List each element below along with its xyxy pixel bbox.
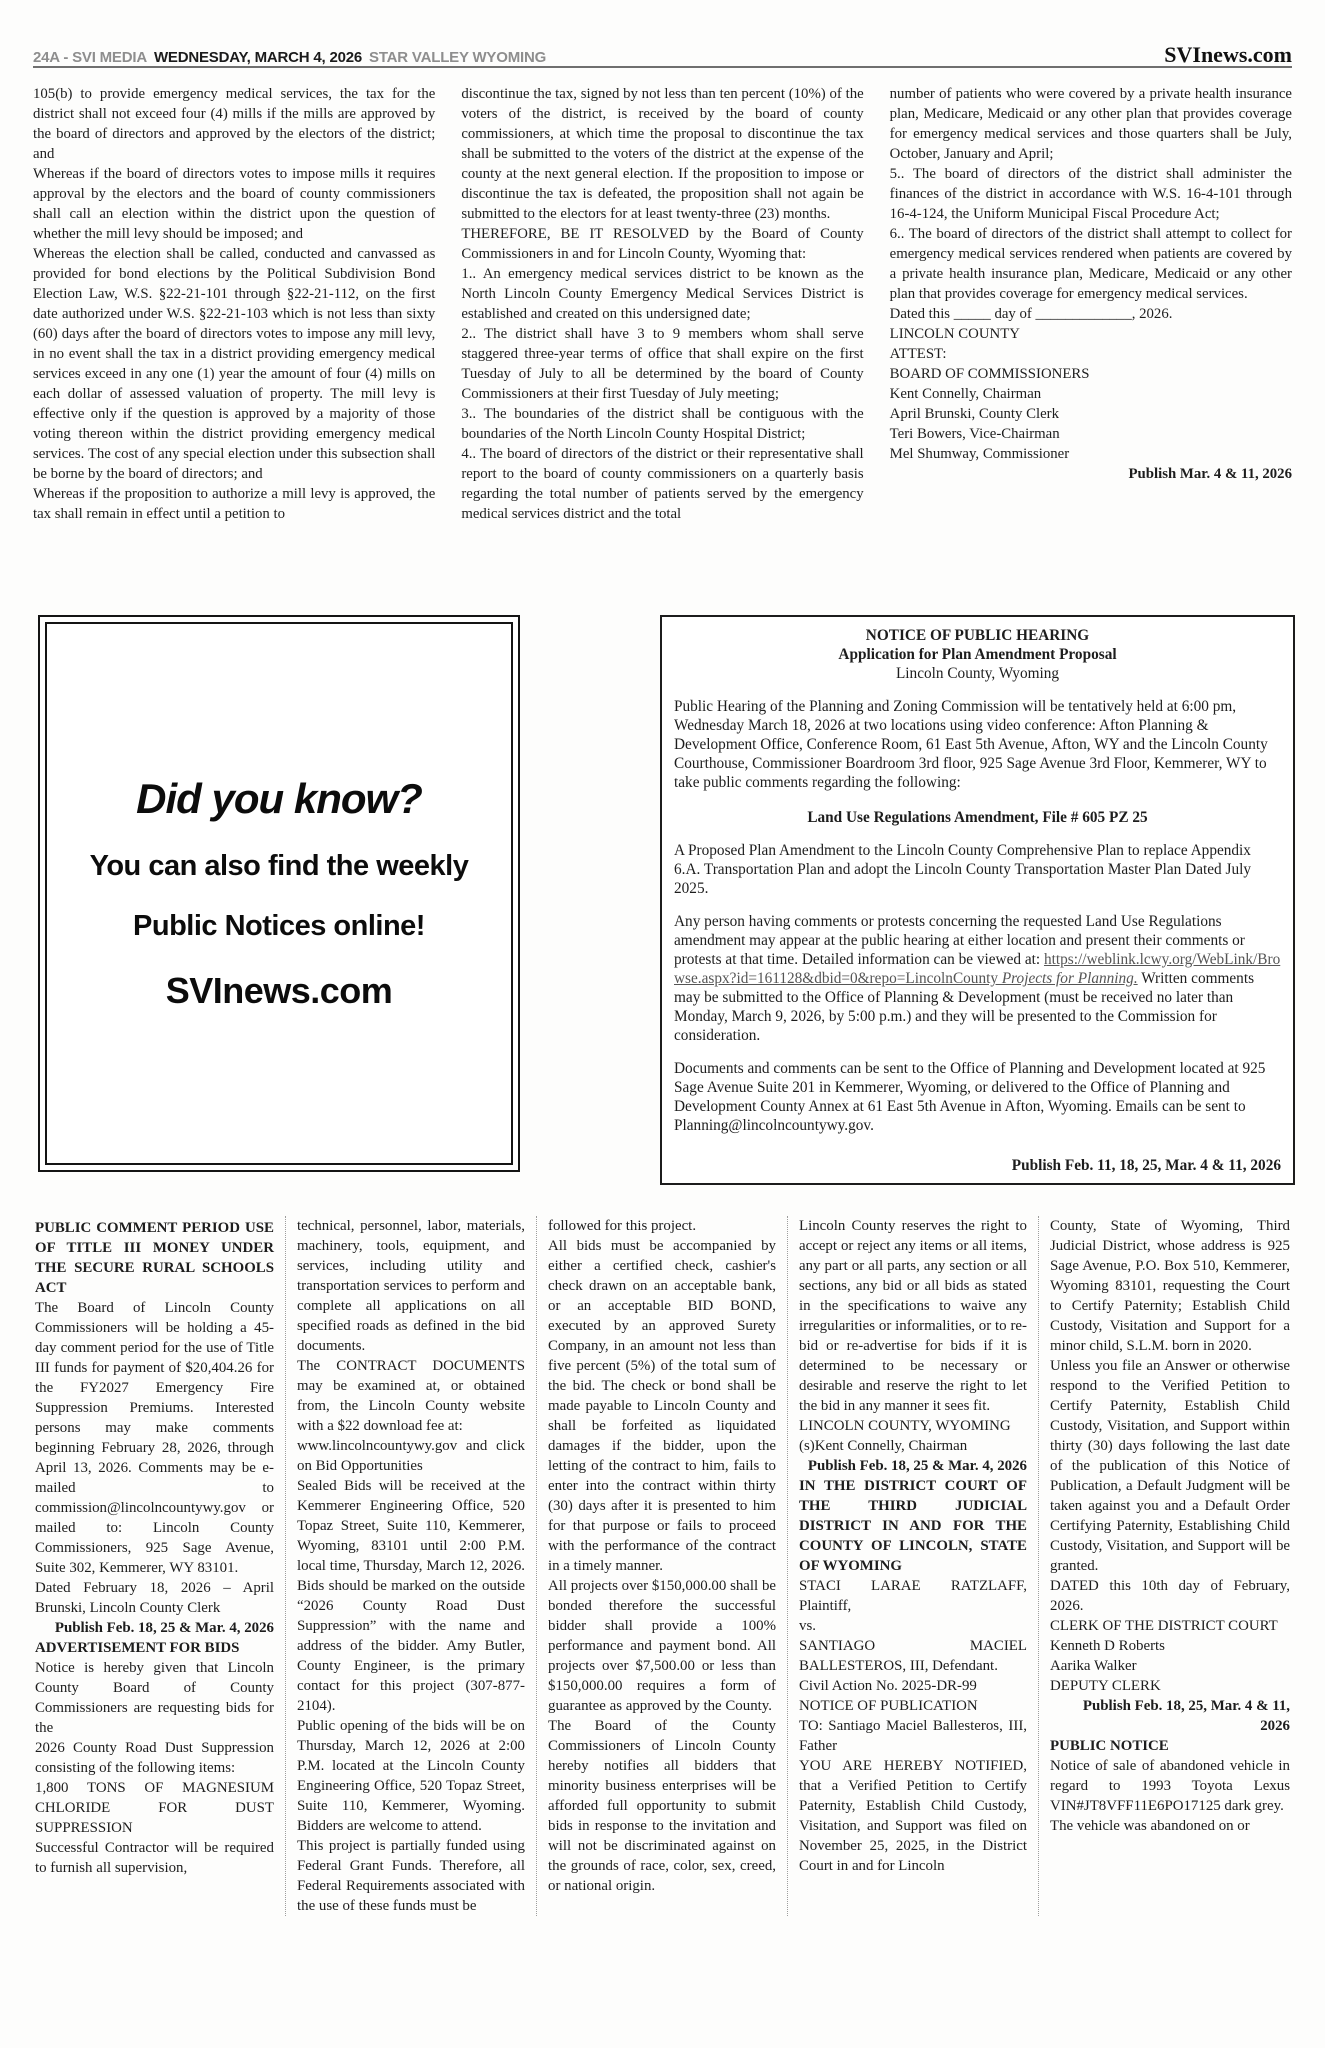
hearing-paragraph-rest: Written comments may be submitted to the Office of Planning & Development (must be received no later than Monday, March 9, 2026, by 5:00 p.m.) and they will be presented to the Commission for consideration. xyxy=(674,970,1255,1044)
public-hearing-notice-box xyxy=(660,615,1295,1185)
promo-box xyxy=(38,615,520,1172)
notice-column-4 xyxy=(788,1216,1039,1916)
legal-paragraph: NOTICE OF PUBLICATION xyxy=(799,1698,978,1714)
weblink-url-suffix: Projects for Planning. xyxy=(998,970,1138,987)
masthead xyxy=(33,42,1292,68)
legal-paragraph: YOU ARE HEREBY NOTIFIED, that a Verified Petition to Certify Paternity, Establish Child Custody, Visitation, and Support was filed on November 25, 2025, in the District Court in and for Lincoln xyxy=(799,1758,1027,1874)
legal-paragraph: Whereas if the board of directors votes to impose mills it requires approval by the electors and the board of county commissioners shall call an election within the district upon the question of whether the mill levy should be imposed; and xyxy=(33,166,436,242)
notice-column-5 xyxy=(1039,1216,1290,1916)
legal-paragraph: DATED this 10th day of February, 2026. xyxy=(1050,1578,1290,1614)
hearing-title: NOTICE OF PUBLIC HEARING xyxy=(865,627,1090,644)
weblink-url-link[interactable]: https://weblink.lcwy.org/WebLink/Browse.aspx?id=161128&dbid=0&repo=LincolnCounty xyxy=(674,951,1281,987)
resolution-column-3 xyxy=(890,84,1292,524)
legal-paragraph: All projects over $150,000.00 shall be bonded therefore the successful bidder shall provide a 100% performance and payment bond. All projects over $7,500.00 or less than $150,000.00 requires a form of guarantee as approved by the County. xyxy=(548,1578,776,1714)
legal-paragraph: The CONTRACT DOCUMENTS may be examined at, or obtained from, the Lincoln County website with a $22 download fee at: xyxy=(297,1358,525,1434)
hearing-county: Lincoln County, Wyoming xyxy=(895,665,1060,682)
hearing-subtitle: Application for Plan Amendment Proposal xyxy=(838,646,1117,663)
legal-paragraph: 1,800 TONS OF MAGNESIUM CHLORIDE FOR DUST SUPPRESSION xyxy=(35,1780,274,1836)
signature-line: LINCOLN COUNTY xyxy=(889,326,1020,342)
legal-paragraph: This project is partially funded using Federal Grant Funds. Therefore, all Federal Requirements associated with the use of these funds must be xyxy=(297,1838,525,1914)
hearing-paragraph: Documents and comments can be sent to the Office of Planning and Development located at 925 Sage Avenue Suite 201 in Kemmerer, Wyoming, or delivered to the Office of Planning and Development County Annex at 61 East 5th Avenue in Afton, Wyoming. Emails can be sent to Planning@lincolncountywy.gov. xyxy=(674,1060,1266,1134)
legal-paragraph: Whereas the election shall be called, conducted and canvassed as provided for bond elections by the Political Subdivision Bond Election Law, W.S. §22-21-101 through §22-21-112, on the first date authorized under W.S. §22-21-103 which is not less than sixty (60) days after the board of directors votes to impose any mill levy, in no event shall the tax in a district providing emergency medical services exceed in any one (1) year the amount of four (4) mills on each dollar of assessed valuation of property. The mill levy is effective only if the question is approved by a majority of those voting thereon within the district providing emergency medical services. The cost of any special election under this subsection shall be borne by the board of directors; and xyxy=(33,246,436,482)
legal-paragraph: discontinue the tax, signed by not less than ten percent (10%) of the voters of the district, is received by the board of county commissioners, at which time the proposal to discontinue the tax shall be submitted to the voters of the district at the expense of the county at the next general election. If the proposition to impose or discontinue the tax is defeated, the proposition shall not again be submitted to the electors for at least twenty-three (23) months. xyxy=(461,86,864,222)
legal-paragraph: 6.. The board of directors of the district shall attempt to collect for emergency medical services rendered when patients are covered by a private health insurance plan, Medicare, Medicaid or any other plan that provides coverage for emergency medical services. xyxy=(889,226,1292,302)
legal-paragraph: 1.. An emergency medical services district to be known as the North Lincoln County Emergency Medical Services District is established and created on this undersigned date; xyxy=(461,266,864,322)
legal-paragraph: TO: Santiago Maciel Ballesteros, III, Father xyxy=(799,1718,1027,1754)
legal-paragraph: The Board of the County Commissioners of Lincoln County hereby notifies all bidders that minority business enterprises will be afforded full opportunity to submit bids in response to the invitation and will not be discriminated against on the grounds of race, color, sex, creed, or national origin. xyxy=(548,1718,776,1894)
signature-line: Aarika Walker xyxy=(1050,1658,1137,1674)
notice-heading: PUBLIC NOTICE xyxy=(1050,1738,1169,1754)
promo-line: You can also find the weekly xyxy=(89,850,469,882)
hearing-paragraph: A Proposed Plan Amendment to the Lincoln County Comprehensive Plan to replace Appendix 6.A. Transportation Plan and adopt the Lincoln County Transportation Master Plan Dated July 2025. xyxy=(674,842,1251,897)
hearing-paragraph: Public Hearing of the Planning and Zoning Commission will be tentatively held at 6:00 pm, Wednesday March 18, 2026 at two locations using video conference: Afton Planning & Development Office, Conference Room, 61 East 5th Avenue, Afton, WY and the Lincoln County Courthouse, Commissioner Boardroom 3rd floor, 925 Sage Avenue 3rd Floor, Kemmerer, WY to take public comments regarding the following: xyxy=(674,698,1268,791)
legal-paragraph: All bids must be accompanied by either a certified check, cashier's check drawn on an acceptable bank, or an acceptable BID BOND, executed by an approved Surety Company, in an amount not less than five percent (5%) of the total sum of the bid. The check or bond shall be made payable to Lincoln County and shall be forfeited as liquidated damages if the bidder, upon the letting of the contract to him, fails to enter into the contract within thirty (30) days after it is presented to him for that purpose or fails to proceed with the performance of the contract in a timely manner. xyxy=(548,1238,776,1574)
legal-paragraph: STACI LARAE RATZLAFF, Plaintiff, xyxy=(799,1578,1027,1614)
resolution-notice xyxy=(33,84,1292,524)
signature-line: LINCOLN COUNTY, WYOMING xyxy=(799,1418,1011,1434)
signature-line: BOARD OF COMMISSIONERS xyxy=(889,366,1090,382)
masthead-date: WEDNESDAY, MARCH 4, 2026 xyxy=(153,49,363,66)
legal-paragraph: SANTIAGO MACIEL BALLESTEROS, III, Defendant. xyxy=(799,1638,1027,1674)
notice-column-2 xyxy=(286,1216,537,1916)
legal-paragraph: Notice of sale of abandoned vehicle in regard to 1993 Toyota Lexus VIN#JT8VFF11E6PO17125 dark grey. xyxy=(1050,1758,1290,1814)
publish-line: Publish Feb. 18, 25 & Mar. 4, 2026 xyxy=(807,1458,1027,1474)
notice-heading: PUBLIC COMMENT PERIOD USE OF TITLE III MONEY UNDER THE SECURE RURAL SCHOOLS ACT xyxy=(35,1220,274,1296)
signature-line: Mel Shumway, Commissioner xyxy=(889,446,1070,462)
resolution-column-1 xyxy=(33,84,435,524)
promo-website: SVInews.com xyxy=(165,970,393,1011)
signature-line: Kent Connelly, Chairman xyxy=(889,386,1042,402)
notice-heading: IN THE DISTRICT COURT OF THE THIRD JUDICIAL DISTRICT IN AND FOR THE COUNTY OF LINCOLN, STATE OF WYOMING xyxy=(799,1478,1027,1574)
notice-column-3 xyxy=(537,1216,788,1916)
signature-line: (s)Kent Connelly, Chairman xyxy=(799,1438,968,1454)
hearing-paragraph xyxy=(674,912,1281,1045)
legal-paragraph: 105(b) to provide emergency medical services, the tax for the district shall not exceed four (4) mills if the mills are approved by the board of directors and approved by the electors of the district; and xyxy=(33,86,436,162)
legal-paragraph: Dated February 18, 2026 – April Brunski, Lincoln County Clerk xyxy=(35,1580,274,1616)
signature-line: Kenneth D Roberts xyxy=(1050,1638,1165,1654)
bottom-notices xyxy=(35,1216,1290,1916)
promo-headline: Did you know? xyxy=(136,775,422,822)
masthead-left xyxy=(33,49,546,66)
masthead-page-label: 24A - SVI MEDIA xyxy=(33,49,147,66)
legal-paragraph: number of patients who were covered by a private health insurance plan, Medicare, Medicaid or any other plan that provides coverage for emergency medical services and those quarters shall be July, October, January and April; xyxy=(889,86,1292,162)
signature-line: Teri Bowers, Vice-Chairman xyxy=(889,426,1060,442)
publish-line: Publish Feb. 11, 18, 25, Mar. 4 & 11, 2026 xyxy=(1011,1157,1281,1174)
legal-paragraph: Public opening of the bids will be on Thursday, March 12, 2026 at 2:00 P.M. located at the Lincoln County Engineering Office, 520 Topaz Street, Suite 110, Kemmerer, Wyoming. Bidders are welcome to attend. xyxy=(297,1718,525,1834)
legal-paragraph: Lincoln County reserves the right to accept or reject any items or all items, any part or all parts, any section or all sections, any bid or all bids as stated in the specifications to waive any irregularities or informalities, or to re-bid or re-advertise for bids if it is determined to be necessary or desirable and reserve the right to let the bid in any manner it sees fit. xyxy=(799,1218,1027,1414)
signature-line: DEPUTY CLERK xyxy=(1050,1678,1161,1694)
legal-paragraph: County, State of Wyoming, Third Judicial District, whose address is 925 Sage Avenue, P.O. Box 510, Kemmerer, Wyoming 83101, requesting the Court to Certify Paternity; Establish Child Custody, Visitation and Support for a minor child, S.L.M. born in 2020. xyxy=(1050,1218,1290,1354)
legal-paragraph: technical, personnel, labor, materials, machinery, tools, equipment, and services, including utility and transportation services to perform and complete all applications on all specified roads as defined in the bid documents. xyxy=(297,1218,525,1354)
legal-paragraph: www.lincolncountywy.gov and click on Bid Opportunities xyxy=(297,1438,525,1474)
promo-box-inner xyxy=(45,622,513,1165)
legal-paragraph: 5.. The board of directors of the district shall administer the finances of the district in accordance with W.S. 16-4-101 through 16-4-124, the Uniform Municipal Fiscal Procedure Act; xyxy=(889,166,1292,222)
legal-paragraph: Civil Action No. 2025-DR-99 xyxy=(799,1678,977,1694)
legal-paragraph: Unless you file an Answer or otherwise respond to the Verified Petition to Certify Paternity, Establish Child Custody, Visitation, and Support within thirty (30) days following the last date of the publication of this Notice of Publication, a Default Judgment will be taken against you and a Default Order Certifying Paternity, Establishing Child Custody, Visitation, and Support will be granted. xyxy=(1050,1358,1290,1574)
publish-line: Publish Mar. 4 & 11, 2026 xyxy=(1128,466,1292,482)
legal-paragraph: 4.. The board of directors of the district or their representative shall report to the board of county commissioners on a quarterly basis regarding the total number of patients served by the emergency medical services district and the total xyxy=(461,446,864,522)
file-heading: Land Use Regulations Amendment, File # 605 PZ 25 xyxy=(807,809,1148,826)
signature-line: April Brunski, County Clerk xyxy=(889,406,1059,422)
legal-paragraph: Whereas if the proposition to authorize a mill levy is approved, the tax shall remain in effect until a petition to xyxy=(33,486,436,522)
signature-line: ATTEST: xyxy=(889,346,947,362)
resolution-column-2 xyxy=(461,84,863,524)
publish-line: Publish Feb. 18, 25, Mar. 4 & 11, 2026 xyxy=(1082,1698,1290,1734)
legal-paragraph: Notice is hereby given that Lincoln County Board of County Commissioners are requesting bids for the xyxy=(35,1660,274,1736)
promo-line: Public Notices online! xyxy=(133,910,425,942)
legal-paragraph: vs. xyxy=(799,1618,816,1634)
legal-paragraph: Sealed Bids will be received at the Kemmerer Engineering Office, 520 Topaz Street, Suite 110, Kemmerer, Wyoming, 83101 until 2:00 P.M. local time, Thursday, March 12, 2026. Bids should be marked on the outside “2026 County Road Dust Suppression” with the name and address of the bidder. Amy Butler, County Engineer, is the primary contact for this project (307-877-2104). xyxy=(297,1478,525,1714)
masthead-rule xyxy=(33,66,1292,68)
legal-paragraph: CLERK OF THE DISTRICT COURT xyxy=(1050,1618,1278,1634)
legal-paragraph: 2026 County Road Dust Suppression consisting of the following items: xyxy=(35,1740,274,1776)
dated-line: Dated this _____ day of _____________, 2026. xyxy=(889,306,1173,322)
legal-paragraph: 3.. The boundaries of the district shall be contiguous with the boundaries of the North Lincoln County Hospital District; xyxy=(461,406,864,442)
hearing-paragraph-lead: Any person having comments or protests concerning the requested Land Use Regulations amendment may appear at the public hearing at either location and present their comments or protests at that time. Detailed information can be viewed at: xyxy=(674,913,1245,968)
legal-paragraph: THEREFORE, BE IT RESOLVED by the Board of County Commissioners in and for Lincoln County, Wyoming that: xyxy=(461,226,864,262)
legal-paragraph: The vehicle was abandoned on or xyxy=(1050,1818,1250,1834)
masthead-location: STAR VALLEY WYOMING xyxy=(369,49,547,66)
legal-paragraph: 2.. The district shall have 3 to 9 members whom shall serve staggered three-year terms of office that shall expire on the first Tuesday of July to all be determined by the board of County Commissioners at their first Tuesday of July meeting; xyxy=(461,326,864,402)
legal-paragraph: followed for this project. xyxy=(548,1218,697,1234)
publish-line: Publish Feb. 18, 25 & Mar. 4, 2026 xyxy=(54,1620,274,1636)
notice-heading: ADVERTISEMENT FOR BIDS xyxy=(35,1640,240,1656)
legal-paragraph: The Board of Lincoln County Commissioners will be holding a 45-day comment period for the use of Title III funds for payment of $20,404.26 for the FY2027 Emergency Fire Suppression Premiums. Interested persons may make comments beginning February 28, 2026, through April 13, 2026. Comments may be e-mailed to commission@lincolncountywy.gov or mailed to: Lincoln County Commissioners, 925 Sage Avenue, Suite 302, Kemmerer, WY 83101. xyxy=(35,1300,274,1576)
notice-column-1 xyxy=(35,1216,286,1916)
legal-paragraph: Successful Contractor will be required to furnish all supervision, xyxy=(35,1840,274,1876)
masthead-site: SVInews.com xyxy=(1164,42,1292,67)
